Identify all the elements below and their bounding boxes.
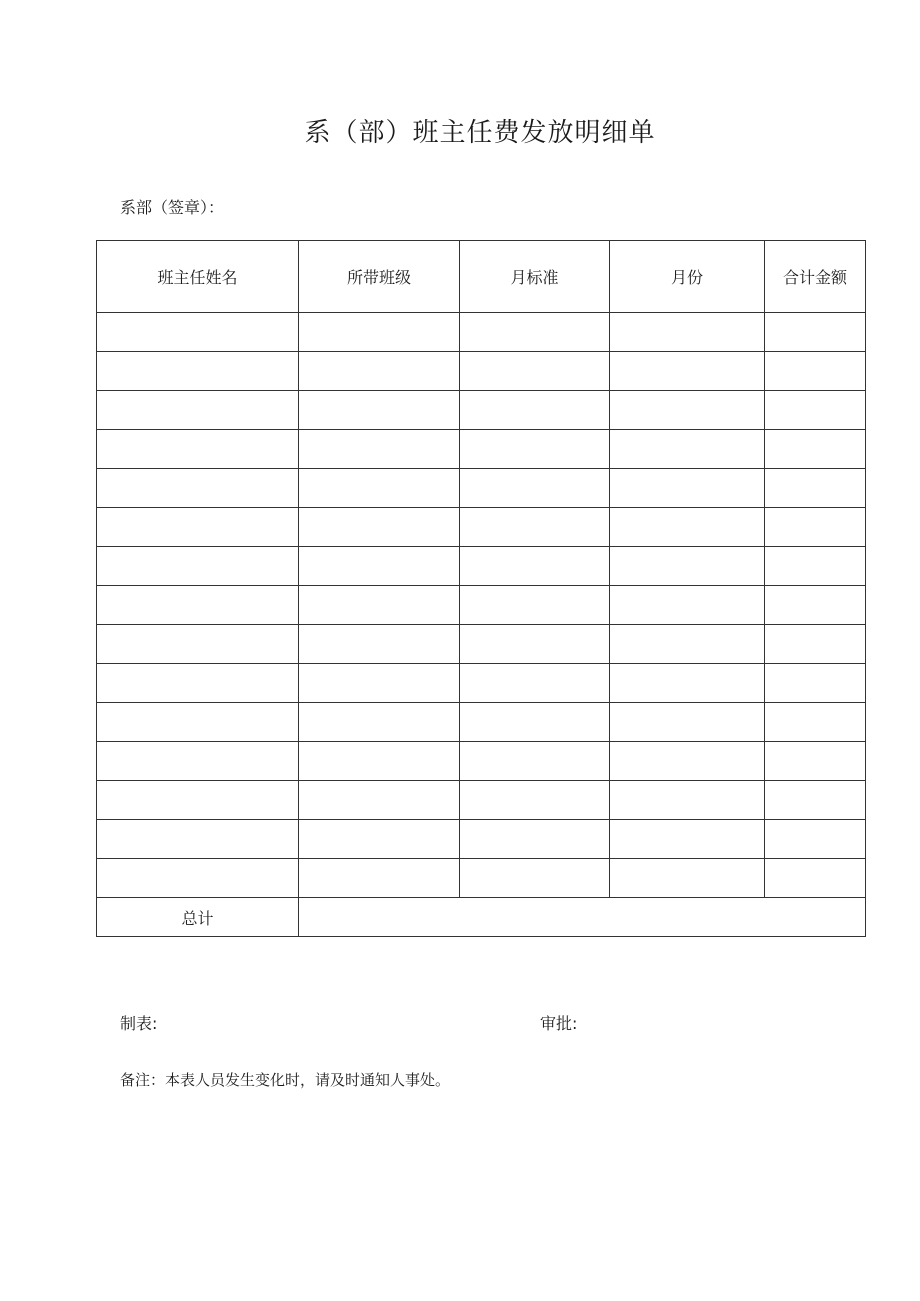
cell-total-amount[interactable] xyxy=(765,742,866,781)
total-label: 总计 xyxy=(97,898,299,937)
header-monthly-standard: 月标准 xyxy=(460,241,610,313)
cell-teacher-name[interactable] xyxy=(97,469,299,508)
cell-total-amount[interactable] xyxy=(765,352,866,391)
cell-teacher-name[interactable] xyxy=(97,391,299,430)
cell-monthly-standard[interactable] xyxy=(460,625,610,664)
cell-teacher-name[interactable] xyxy=(97,859,299,898)
header-month: 月份 xyxy=(610,241,765,313)
cell-teacher-name[interactable] xyxy=(97,703,299,742)
cell-month[interactable] xyxy=(610,820,765,859)
cell-class[interactable] xyxy=(299,859,460,898)
cell-month[interactable] xyxy=(610,586,765,625)
cell-teacher-name[interactable] xyxy=(97,547,299,586)
cell-teacher-name[interactable] xyxy=(97,742,299,781)
cell-month[interactable] xyxy=(610,508,765,547)
cell-class[interactable] xyxy=(299,664,460,703)
cell-total-amount[interactable] xyxy=(765,391,866,430)
table-row xyxy=(97,664,866,703)
table-row xyxy=(97,781,866,820)
cell-teacher-name[interactable] xyxy=(97,781,299,820)
cell-total-amount[interactable] xyxy=(765,586,866,625)
table-row xyxy=(97,547,866,586)
cell-class[interactable] xyxy=(299,352,460,391)
cell-class[interactable] xyxy=(299,313,460,352)
table-row xyxy=(97,313,866,352)
cell-monthly-standard[interactable] xyxy=(460,430,610,469)
table-row xyxy=(97,430,866,469)
cell-total-amount[interactable] xyxy=(765,469,866,508)
cell-month[interactable] xyxy=(610,742,765,781)
cell-class[interactable] xyxy=(299,703,460,742)
table-row xyxy=(97,469,866,508)
cell-monthly-standard[interactable] xyxy=(460,820,610,859)
cell-monthly-standard[interactable] xyxy=(460,742,610,781)
cell-total-amount[interactable] xyxy=(765,508,866,547)
cell-monthly-standard[interactable] xyxy=(460,703,610,742)
cell-teacher-name[interactable] xyxy=(97,664,299,703)
cell-teacher-name[interactable] xyxy=(97,508,299,547)
table-row xyxy=(97,352,866,391)
cell-teacher-name[interactable] xyxy=(97,625,299,664)
payment-table xyxy=(96,240,866,937)
approver-label: 审批: xyxy=(540,1014,578,1033)
cell-class[interactable] xyxy=(299,430,460,469)
cell-monthly-standard[interactable] xyxy=(460,508,610,547)
table-row xyxy=(97,703,866,742)
table-body xyxy=(97,313,866,898)
cell-month[interactable] xyxy=(610,664,765,703)
cell-total-amount[interactable] xyxy=(765,313,866,352)
cell-month[interactable] xyxy=(610,391,765,430)
cell-month[interactable] xyxy=(610,469,765,508)
cell-total-amount[interactable] xyxy=(765,703,866,742)
cell-class[interactable] xyxy=(299,391,460,430)
cell-monthly-standard[interactable] xyxy=(460,391,610,430)
cell-month[interactable] xyxy=(610,352,765,391)
total-row xyxy=(97,898,866,937)
cell-monthly-standard[interactable] xyxy=(460,469,610,508)
cell-total-amount[interactable] xyxy=(765,781,866,820)
table-row xyxy=(97,742,866,781)
total-value-cell[interactable] xyxy=(299,898,866,937)
cell-month[interactable] xyxy=(610,859,765,898)
maker-label: 制表: xyxy=(120,1014,158,1033)
cell-total-amount[interactable] xyxy=(765,820,866,859)
cell-monthly-standard[interactable] xyxy=(460,547,610,586)
cell-class[interactable] xyxy=(299,469,460,508)
cell-class[interactable] xyxy=(299,820,460,859)
table-header-row xyxy=(97,241,866,313)
cell-class[interactable] xyxy=(299,508,460,547)
table-row xyxy=(97,586,866,625)
cell-teacher-name[interactable] xyxy=(97,430,299,469)
cell-teacher-name[interactable] xyxy=(97,820,299,859)
header-class: 所带班级 xyxy=(299,241,460,313)
page-title: 系（部）班主任费发放明细单 xyxy=(304,118,656,148)
cell-month[interactable] xyxy=(610,781,765,820)
cell-class[interactable] xyxy=(299,586,460,625)
cell-month[interactable] xyxy=(610,625,765,664)
cell-month[interactable] xyxy=(610,430,765,469)
cell-teacher-name[interactable] xyxy=(97,313,299,352)
cell-monthly-standard[interactable] xyxy=(460,664,610,703)
cell-month[interactable] xyxy=(610,703,765,742)
cell-month[interactable] xyxy=(610,313,765,352)
cell-month[interactable] xyxy=(610,547,765,586)
table-row xyxy=(97,820,866,859)
cell-total-amount[interactable] xyxy=(765,664,866,703)
cell-total-amount[interactable] xyxy=(765,430,866,469)
cell-total-amount[interactable] xyxy=(765,547,866,586)
table-row xyxy=(97,508,866,547)
dept-sign-label: 系部（签章）： xyxy=(120,198,225,217)
note-text: 备注：本表人员发生变化时，请及时通知人事处。 xyxy=(120,1071,451,1089)
cell-class[interactable] xyxy=(299,625,460,664)
header-teacher-name: 班主任姓名 xyxy=(97,241,299,313)
header-total-amount: 合计金额 xyxy=(765,241,866,313)
table-row xyxy=(97,859,866,898)
cell-total-amount[interactable] xyxy=(765,859,866,898)
cell-class[interactable] xyxy=(299,781,460,820)
cell-teacher-name[interactable] xyxy=(97,586,299,625)
cell-class[interactable] xyxy=(299,742,460,781)
table-row xyxy=(97,391,866,430)
cell-class[interactable] xyxy=(299,547,460,586)
cell-teacher-name[interactable] xyxy=(97,352,299,391)
cell-monthly-standard[interactable] xyxy=(460,859,610,898)
cell-monthly-standard[interactable] xyxy=(460,586,610,625)
cell-monthly-standard[interactable] xyxy=(460,352,610,391)
cell-monthly-standard[interactable] xyxy=(460,313,610,352)
table-row xyxy=(97,625,866,664)
cell-monthly-standard[interactable] xyxy=(460,781,610,820)
cell-total-amount[interactable] xyxy=(765,625,866,664)
